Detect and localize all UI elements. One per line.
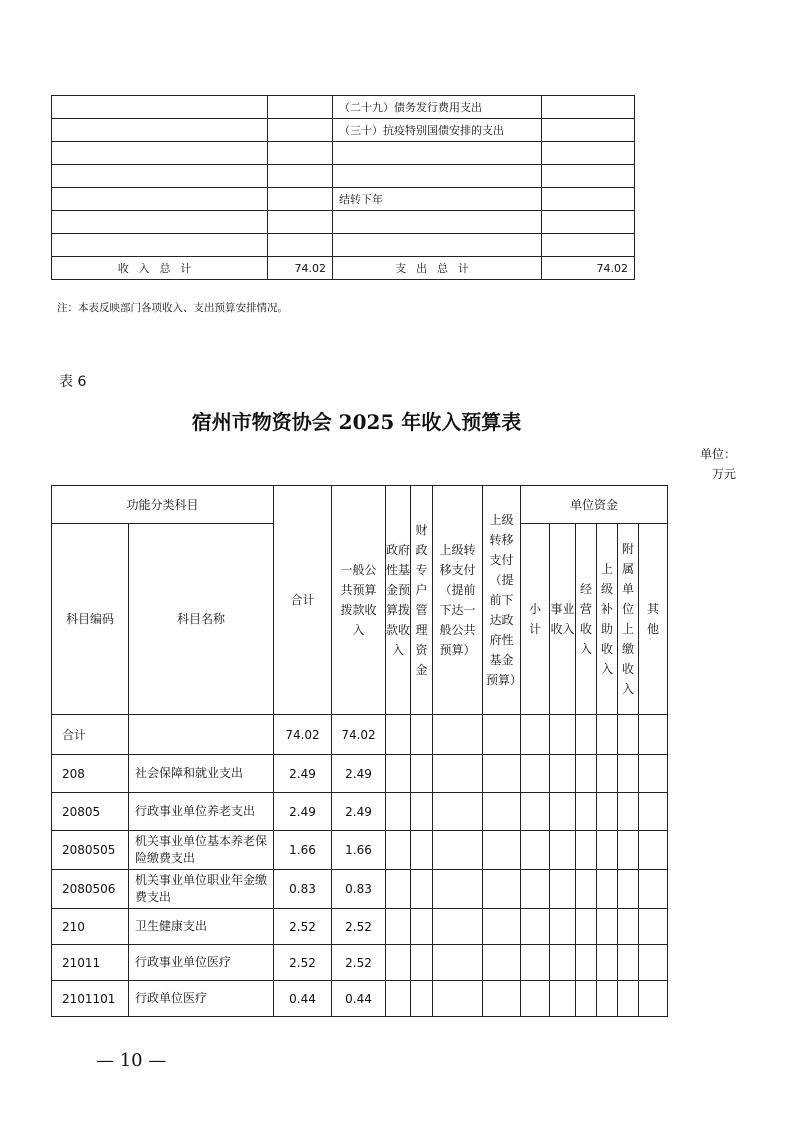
cell-empty: [639, 870, 668, 909]
summary-expense-item: [333, 142, 542, 165]
cell-general-budget: 1.66: [332, 831, 386, 870]
cell-empty: [483, 755, 521, 793]
summary-cell: [268, 165, 333, 188]
cell-name: 行政事业单位养老支出: [129, 793, 274, 831]
table-body: [52, 715, 668, 1017]
cell-empty: [411, 870, 433, 909]
cell-empty: [576, 945, 597, 981]
header-code: 科目编码: [52, 524, 129, 715]
header-subsidy-income: 上级补助收入: [597, 524, 618, 715]
cell-total: 2.49: [274, 755, 332, 793]
summary-row: [52, 142, 635, 165]
cell-empty: [618, 981, 639, 1017]
summary-cell: [268, 142, 333, 165]
cell-empty: [618, 945, 639, 981]
summary-row: [52, 188, 635, 211]
cell-name: 卫生健康支出: [129, 909, 274, 945]
cell-empty: [433, 831, 483, 870]
cell-empty: [639, 909, 668, 945]
cell-empty: [521, 981, 550, 1017]
summary-cell: [542, 142, 635, 165]
cell-code: 2101101: [52, 981, 129, 1017]
cell-empty: [483, 945, 521, 981]
summary-expense-item: 结转下年: [333, 188, 542, 211]
cell-empty: [550, 945, 576, 981]
income-budget-table: [51, 485, 668, 1017]
cell-empty: [618, 715, 639, 755]
summary-cell: [542, 188, 635, 211]
cell-empty: [521, 909, 550, 945]
cell-empty: [576, 715, 597, 755]
cell-empty: [550, 755, 576, 793]
header-transfer-fund: 上级转移支付（提前下达政府性基金预算）: [483, 486, 521, 715]
unit-label: [700, 444, 736, 484]
cell-empty: [386, 793, 411, 831]
header-subtotal: 小计: [521, 524, 550, 715]
cell-empty: [639, 715, 668, 755]
cell-empty: [550, 909, 576, 945]
summary-cell: [542, 96, 635, 119]
table-row: [52, 831, 668, 870]
cell-empty: [639, 755, 668, 793]
cell-general-budget: 2.52: [332, 945, 386, 981]
cell-empty: [433, 909, 483, 945]
cell-empty: [639, 981, 668, 1017]
cell-empty: [411, 981, 433, 1017]
cell-empty: [597, 909, 618, 945]
summary-cell: [52, 234, 268, 257]
cell-empty: [386, 981, 411, 1017]
cell-empty: [386, 715, 411, 755]
expense-total-label: 支出总计: [333, 257, 542, 280]
table-label: 表 6: [59, 374, 87, 390]
cell-empty: [576, 981, 597, 1017]
cell-empty: [576, 870, 597, 909]
cell-empty: [521, 793, 550, 831]
cell-empty: [521, 945, 550, 981]
summary-cell: [268, 211, 333, 234]
cell-empty: [597, 870, 618, 909]
cell-empty: [386, 870, 411, 909]
summary-cell: [542, 119, 635, 142]
cell-total: 2.52: [274, 909, 332, 945]
cell-empty: [411, 831, 433, 870]
cell-total: 74.02: [274, 715, 332, 755]
cell-empty: [483, 715, 521, 755]
cell-empty: [618, 793, 639, 831]
page-number: — 10 —: [96, 1050, 167, 1071]
summary-cell: [268, 234, 333, 257]
summary-total-row: [52, 257, 635, 280]
summary-expense-item: [333, 234, 542, 257]
cell-total: 2.49: [274, 793, 332, 831]
header-special-account: 财政专户管理资金: [411, 486, 433, 715]
summary-cell: [542, 211, 635, 234]
summary-cell: [52, 96, 268, 119]
cell-empty: [433, 755, 483, 793]
cell-code: 20805: [52, 793, 129, 831]
cell-empty: [618, 870, 639, 909]
table-row: [52, 870, 668, 909]
cell-code: 2080506: [52, 870, 129, 909]
cell-code: 210: [52, 909, 129, 945]
cell-empty: [411, 755, 433, 793]
cell-empty: [639, 793, 668, 831]
header-affiliated-income: 附属单位上缴收入: [618, 524, 639, 715]
budget-summary-body: [52, 96, 635, 280]
cell-empty: [411, 793, 433, 831]
cell-code: 合计: [52, 715, 129, 755]
cell-empty: [597, 755, 618, 793]
cell-empty: [433, 715, 483, 755]
summary-cell: [52, 211, 268, 234]
summary-cell: [268, 119, 333, 142]
cell-empty: [550, 981, 576, 1017]
table-row: [52, 793, 668, 831]
cell-empty: [521, 755, 550, 793]
cell-code: 2080505: [52, 831, 129, 870]
cell-total: 0.83: [274, 870, 332, 909]
table-row: [52, 715, 668, 755]
summary-row: [52, 165, 635, 188]
cell-name: 行政单位医疗: [129, 981, 274, 1017]
unit-line-2: 万元: [711, 467, 736, 481]
cell-code: 208: [52, 755, 129, 793]
cell-name: [129, 715, 274, 755]
cell-empty: [597, 981, 618, 1017]
cell-name: 机关事业单位职业年金缴费支出: [129, 870, 274, 909]
cell-empty: [550, 793, 576, 831]
summary-cell: [52, 119, 268, 142]
cell-empty: [433, 945, 483, 981]
cell-name: 行政事业单位医疗: [129, 945, 274, 981]
cell-empty: [386, 755, 411, 793]
cell-empty: [521, 715, 550, 755]
header-other: 其他: [639, 524, 668, 715]
cell-general-budget: 2.49: [332, 793, 386, 831]
cell-empty: [433, 793, 483, 831]
cell-empty: [618, 909, 639, 945]
cell-empty: [521, 870, 550, 909]
table-header: [52, 486, 668, 715]
cell-empty: [576, 755, 597, 793]
cell-empty: [639, 945, 668, 981]
cell-empty: [576, 831, 597, 870]
cell-empty: [576, 793, 597, 831]
cell-empty: [550, 870, 576, 909]
cell-general-budget: 74.02: [332, 715, 386, 755]
cell-empty: [597, 793, 618, 831]
header-transfer-general: 上级转移支付（提前下达一般公共预算）: [433, 486, 483, 715]
summary-cell: [52, 165, 268, 188]
table-row: [52, 909, 668, 945]
cell-empty: [576, 909, 597, 945]
cell-empty: [639, 831, 668, 870]
cell-empty: [483, 981, 521, 1017]
cell-empty: [483, 793, 521, 831]
cell-name: 社会保障和就业支出: [129, 755, 274, 793]
summary-expense-item: [333, 211, 542, 234]
page-title: 宿州市物资协会 2025 年收入预算表: [191, 410, 522, 434]
cell-name: 机关事业单位基本养老保险缴费支出: [129, 831, 274, 870]
header-func-category: 功能分类科目: [52, 486, 274, 524]
header-total: 合计: [274, 486, 332, 715]
cell-total: 2.52: [274, 945, 332, 981]
income-total-label: 收入总计: [52, 257, 268, 280]
header-unit-funds: 单位资金: [521, 486, 668, 524]
header-name: 科目名称: [129, 524, 274, 715]
cell-code: 21011: [52, 945, 129, 981]
cell-total: 0.44: [274, 981, 332, 1017]
cell-empty: [597, 945, 618, 981]
summary-expense-item: [333, 165, 542, 188]
cell-empty: [550, 715, 576, 755]
header-operating-income: 经营收入: [576, 524, 597, 715]
cell-empty: [618, 755, 639, 793]
table-row: [52, 755, 668, 793]
summary-expense-item: （二十九）债务发行费用支出: [333, 96, 542, 119]
header-general-budget: 一般公共预算拨款收入: [332, 486, 386, 715]
cell-total: 1.66: [274, 831, 332, 870]
summary-row: [52, 119, 635, 142]
cell-empty: [411, 945, 433, 981]
cell-empty: [618, 831, 639, 870]
table-row: [52, 945, 668, 981]
cell-empty: [386, 831, 411, 870]
header-fund-budget: 政府性基金预算拨款收入: [386, 486, 411, 715]
table-note: 注：本表反映部门各项收入、支出预算安排情况。: [57, 302, 288, 314]
income-total-value: 74.02: [268, 257, 333, 280]
cell-empty: [483, 909, 521, 945]
header-business-income: 事业收入: [550, 524, 576, 715]
cell-empty: [433, 981, 483, 1017]
cell-empty: [411, 909, 433, 945]
expense-total-value: 74.02: [542, 257, 635, 280]
summary-row: [52, 234, 635, 257]
table-row: [52, 981, 668, 1017]
unit-line-1: 单位：: [699, 447, 736, 461]
cell-empty: [411, 715, 433, 755]
cell-empty: [550, 831, 576, 870]
summary-expense-item: （三十）抗疫特别国债安排的支出: [333, 119, 542, 142]
summary-cell: [52, 188, 268, 211]
summary-cell: [542, 165, 635, 188]
summary-row: [52, 96, 635, 119]
cell-empty: [386, 945, 411, 981]
cell-empty: [433, 870, 483, 909]
cell-empty: [597, 715, 618, 755]
summary-cell: [268, 96, 333, 119]
cell-empty: [483, 831, 521, 870]
cell-empty: [521, 831, 550, 870]
cell-general-budget: 0.44: [332, 981, 386, 1017]
cell-empty: [597, 831, 618, 870]
summary-row: [52, 211, 635, 234]
cell-empty: [386, 909, 411, 945]
cell-empty: [483, 870, 521, 909]
summary-cell: [268, 188, 333, 211]
summary-cell: [52, 142, 268, 165]
cell-general-budget: 2.49: [332, 755, 386, 793]
cell-general-budget: 0.83: [332, 870, 386, 909]
budget-summary-table: [51, 95, 635, 280]
cell-general-budget: 2.52: [332, 909, 386, 945]
summary-cell: [542, 234, 635, 257]
